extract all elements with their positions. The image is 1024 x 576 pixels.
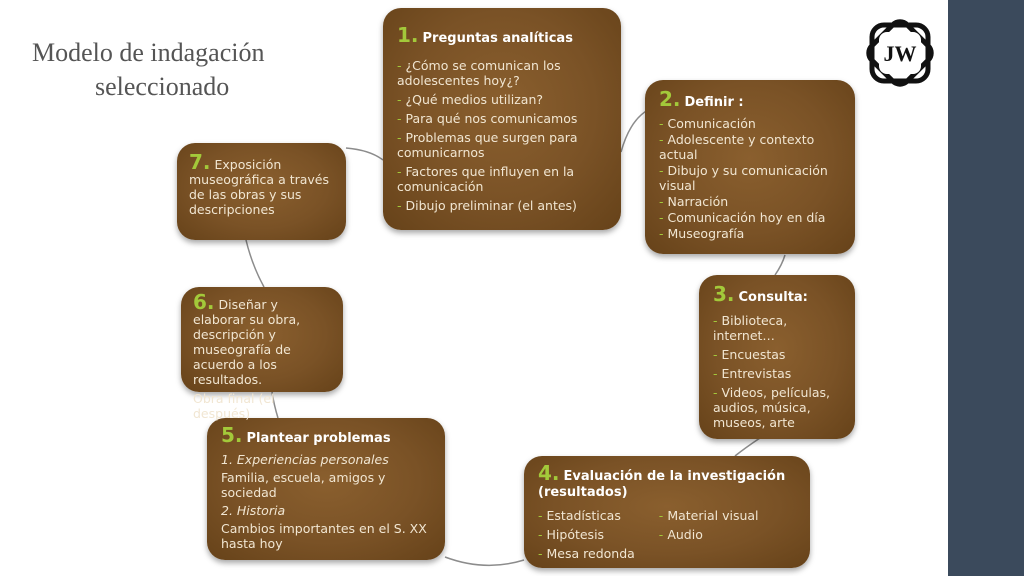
step-4-list-left [538,508,635,565]
title-line-2: seleccionado [95,72,230,101]
step-5-line-1: 1. Experiencias personales [221,452,389,467]
step-3-box [699,275,855,439]
list-item: - Narración [659,194,729,209]
list-item: - Para qué nos comunicamos [397,111,578,126]
step-2-list [659,116,841,241]
list-item: - ¿Cómo se comunican los adolescentes hoy¿? [397,58,561,88]
connector-1-2 [621,110,648,152]
step-5-number: 5. [221,423,243,447]
connector-2-3 [775,255,785,275]
list-item: - Material visual [658,508,759,523]
list-item: - Encuestas [713,347,786,362]
step-3-heading: Consulta: [738,290,808,305]
list-item: - Mesa redonda [538,546,635,561]
step-4-list-right [659,508,759,565]
step-6-text: Diseñar y elaborar su obra, descripción y museografía de acuerdo a los resultados. [193,297,301,387]
list-item: - ¿Qué medios utilizan? [397,92,544,107]
list-item: - Factores que influyen en la comunicación [397,164,575,194]
step-5-box [207,418,445,560]
step-1-list [397,58,607,213]
list-item: - Hipótesis [538,527,605,542]
connector-4-5 [445,557,524,565]
step-3-number: 3. [713,282,735,306]
step-5-line-3: 2. Historia [221,503,286,518]
connector-6-7 [246,240,264,287]
list-item: - Dibujo y su comunicación visual [659,163,828,193]
list-item: - Entrevistas [713,366,792,381]
list-item: - Dibujo preliminar (el antes) [397,198,577,213]
sidebar-bar [948,0,1024,576]
step-5-heading: Plantear problemas [246,431,391,446]
step-1-heading: Preguntas analíticas [422,31,573,46]
list-item: - Audio [658,527,703,542]
step-2-number: 2. [659,87,681,111]
connector-7-1 [346,148,383,160]
logo-text: JW [883,41,917,66]
step-6-extra: Obra final (el después) [193,391,275,421]
step-5-line-4: Cambios importantes en el S. XX hasta hoy [221,521,427,551]
step-4-number: 4. [538,461,560,485]
step-4-box [524,456,810,568]
step-4-heading: Evaluación de la investigación (resultados) [538,469,786,500]
step-6-number: 6. [193,290,215,314]
step-5-line-2: Familia, escuela, amigos y sociedad [221,470,386,500]
step-3-list [713,313,841,430]
list-item: - Biblioteca, internet… [713,313,788,343]
list-item: - Problemas que surgen para comunicarnos [397,130,578,160]
step-1-box [383,8,621,230]
list-item: - Estadísticas [538,508,621,523]
list-item: - Comunicación hoy en día [659,210,826,225]
step-7-text: Exposición museográfica a través de las obras y sus descripciones [189,157,329,217]
step-2-heading: Definir : [684,95,744,110]
step-7-box [177,143,346,240]
step-6-box [181,287,343,421]
list-item: - Comunicación [659,116,756,131]
step-1-number: 1. [397,23,419,47]
step-2-box [645,80,855,254]
step-7-number: 7. [189,150,211,174]
step-4-columns [538,508,796,565]
connector-3-4 [735,438,760,456]
title-line-1: Modelo de indagación [32,38,265,67]
list-item: - Museografía [659,226,745,241]
list-item: - Videos, películas, audios, música, museos, arte [713,385,830,430]
list-item: - Adolescente y contexto actual [659,132,815,162]
